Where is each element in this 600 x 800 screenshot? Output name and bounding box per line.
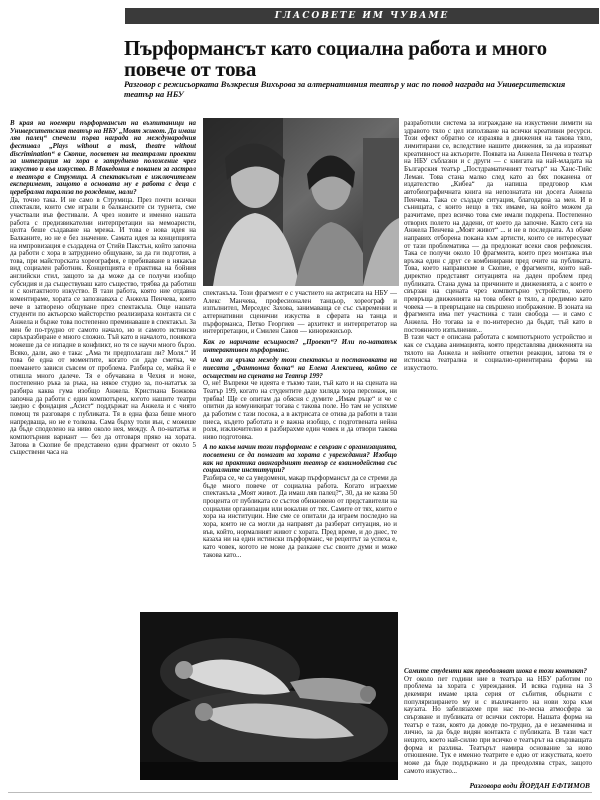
- column-3-lower: [404, 668, 592, 778]
- article-subtitle: Разговор с режисьорката Възкресия Вихърова за алтернативния театър у нас по повод награда на Университетския театър на НБУ: [124, 80, 566, 99]
- photo-floor-image: [140, 612, 398, 780]
- body-text: О, не! Въпреки че идеята е тъкмо тази, тъй като и на сцената на Театър 199, когато на студентите даде хиляда хора персонаж, ни трябва! Ще се опитам да обясня с думите „Имам ръце“ и че с опитни да комуникират тогава с такова поле. Но там не успяхме да работим с тази посока, а в актрисата се отива да работи в тази пиеса, където работата и е важна изобщо, с подготвената нейна роля, изключително я разбирахме един човек и да отвори такова ниво подготовка.: [203, 380, 397, 441]
- column-3: [404, 120, 592, 660]
- article-lead: В края на ноември пърформансът на възпитаници на Университетския театър на НБУ „Моят живот. Да имаш ляв палец“ спечели първа награда на международния фестивал „Plays without a mask, theatre without discrimination“ в Скопие, посветен на театрални проекти за интеграция на хора в затруднено положение чрез изкуство и във изкуство. В Македония е поканен за гастрол в театъра в Струмица. А спектакълът е изключителен експеримент, защото в основата му е работа с деца с церебрална парализа по рождение, нали?: [10, 120, 196, 196]
- interview-question: Как го наричате всъщност? „Проект“? Или по-нататък интерактивен пърформанс.: [203, 338, 397, 354]
- byline: Разговора води ЙОРДАН ЕФТИМОВ: [469, 781, 590, 790]
- body-text: От около пет години ние в театъра на НБУ работим по проблема за хората с увреждания. И всяка година на 3 декември имаме цяла серия от събития, обърнати с популяризирането му и с въвличането на нови хора към каузата. Но забелязахме при нас по-лесна атмосфера за свързване и публиката от всички сектори. Нашата форма на театър е тази, която да доведе по-трудно, да е незаменима и лично, за да бъде видян контакта с публиката. В тази част нещото, което най-силно при всичко е театърът на свързващата форма и разлика. Театърът намира основание за ново отношение. Тук е именно театрите е едно от изкуствата, което може да бъде поддържано и да преодолява страх, защото самото изкуство...: [404, 675, 592, 775]
- photo-rehearsal-performers: [203, 118, 399, 286]
- body-text: разработили система за изграждане на изкуствени лимити на здравото тяло с цел използване на всички креативни ресурси. Този ефект обратно се изразява в движения на такова тяло, лимитирани се, вследствие нашите движения, за да изразяват креативност на актьорите. Появата на Анжела Пенчева в театър на НБУ съблазни и с други — с книгата на най-младата на Българския театър „Постдраматичният театър“ на Ханс-Тийс Леман. Това стана малко след като аз бях поканена от издателство „Кибеа“ да напиша предговор към автобиографичната книга на непознатата ни досега Анжела Пенчева. Така се създаде ситуация, благодарна за мен. И в сънищата, с които нещо в тях имаме, на който можем да разчитаме, през всичко това сме имали подкрепа. Постепенно отворих полето на дадени, от което да започне. Както сега на Анжела Пенчева „Моят живот“ ... и не в последната. Аз обаче направих отборена покана към артисти, които се интересуват от тази проблематика — да предложат всеки своя рефлексия. Така се получи около 10 фрагмента, които през монтажа във връзка един с друг се комбинирани пред очите на публиката. Това, което направихме в Скопие, е фрагменти, които най-директно представят ситуацията на даден проблем пред публиката. Стана дума за причините и движенията, а с които е свързан на сцената чрез компютърно устройство, което превръща движенията на това обект в тяло, а предимно като човека — в превръщане на свършено изображение. В зоната на фрагмента има пет участника с тази свобода — и само с Анжела. Но тогава за е по-интересно да бъдат, тъй като в постоянното изпълнение...: [404, 120, 592, 334]
- article-title: Пърформансът като социална работа и много повече от това: [124, 36, 547, 81]
- interview-question: А има ли връзка между този спектакъл и постановката на пиесата „Фантомна болка“ на Елена Алексиева, който се осъществи на сцената на Театър 199?: [203, 357, 397, 380]
- bottom-rule: [8, 792, 592, 793]
- interview-question: Самите студенти как преодоляват шока в този контакт?: [404, 668, 587, 675]
- column-2: [203, 290, 397, 606]
- section-banner: ГЛАСОВЕТЕ ИМ ЧУВАМЕ: [125, 8, 599, 24]
- photo-performers-on-floor: [140, 612, 398, 780]
- body-text: Разбира се, че са уведомени, макар пърформансът да се стреми да бъде много повече от социална работа. Когато играехме спектакъла „Моят живот. Да имаш ляв палец?“, 30, да не казва 50 процента от публиката се състоя обикновено от представители на социални организации или вокални от тях. Самите от тях, които е хора на институции. Ние сме се опитали да играем последно на хора, които не са могли да направят да разберат ситуация, но и във, който, нормалният живот с хората. Пред време, и до днес, те казаха ни на един истински пърформанс, че рецептът за успеха е, като човек, когото не може да разкаже със своите думи и може такова като...: [203, 475, 397, 559]
- body-text: спектакъла. Този фрагмент е с участието на актрисата на НБУ — Алекс Манчева, професионален танцьор, хореограф и изпълнител, Мерседес Захова, занимаваща се със съвременни и алтернативни сценични изкуства в сферата на танца и пърформанса, Петко Георгиев — архитект и интерпретатор на интерпретации, и Смилен Савов — кинорежисьор.: [203, 290, 397, 336]
- body-text: В тази част е описана работата с компютърното устройство и как се създава анимацията, която представлява движенията на тялото на Анжела и нейните ответни реакции, затова тя е истинска театрална и социално-ориентирана форма на изкуството.: [404, 334, 592, 372]
- photo-performers-image: [203, 118, 399, 286]
- body-text: Да, точно така. И не само в Струмица. През почти всички спектакли, които сме играли в балканските си турнета, сме участвали във фестивали. А чрез новите и именно нашата работа с предизвикателни интерпретации на мемоаристи, целта беше създаване на мрежа. И това е нова идея на Балканите, но не е без значение. Самата идея за концепцията на импровизация е създадена от Стийв Пакстън, който започна да работи с хора в затруднено общуване, за да ги подготви, а това, при майсторската хореография, е пребиваване в някакъв вид социален работник. Концепцията е практика на бойния английски стил, защото за да може да се получи изобщо субсидия и да съществуваш като същество, трябва да работиш и с контактното изкуство. В тази работа, която ние отдавна коментираме, хората се запознаваха с Анжела Пенчева, които вече в затворено общуване през спектакъла. Още нашата студенти по актьорско майсторство реализираха контакта си с Анжела и бърже това постепенно преминаваше в спектакъл. За мен бе по-трудно от самото начало, но и самото истинско свръхразбиране е много сложно. Тъй като в началото, понякога можеше да се изпадне в конфликт, но тя се научи много бързо. Всяко, дали, ако е така: „Ама ти предполагаш ли? Моля.“ И това бе една от моментите, когато си даде сметка, че поемането зависи съвсем от проблема. Разбира се, майка й е отишла много далече. Тя е обучавана в Чехия и може, постепенно ръка за ръка, на някое студио за, по-нататък за разбира каква гума изобщо Анжела. Кристиана Божкова започна да работи с един компютърен, когото нашите театри заедно с фондация „Асист“ поддържат на Анжела и с чиято помощ тя разговаря с публиката. Тя в една фаза беше много напредваща, но не е толкова. Сама бърху толи вън, с можеше да бъде споделено на ниво около нея, между. А по-нататък и компютърния вариант — без да отговаря пряко на хората. Затова в Скопие бе представено един фрагмент от около 5 съществени часа на: [10, 196, 196, 457]
- interview-question: А по какъв начин този пърформанс е свързан с организацията, посветени се да помагат на хората с увреждания? Изобщо как на практика авангардният театър се взаимодейства със социалните институции?: [203, 444, 397, 475]
